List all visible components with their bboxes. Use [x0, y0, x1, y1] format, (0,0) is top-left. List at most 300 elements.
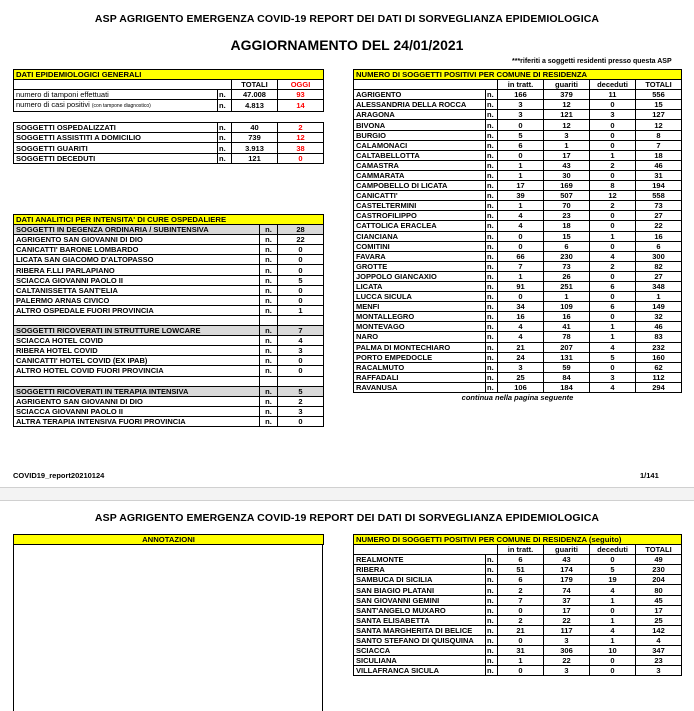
unit-n: n.: [486, 181, 498, 191]
in-treatment-value: 1: [498, 201, 544, 211]
unit-n: n.: [486, 100, 498, 110]
municipality-name: FAVARA: [354, 251, 486, 261]
deceased-value: 1: [590, 595, 636, 605]
deceased-value: 12: [590, 191, 636, 201]
in-treatment-value: 3: [498, 110, 544, 120]
total-value: 46: [636, 322, 682, 332]
recovered-value: 70: [544, 201, 590, 211]
total-value: 73: [636, 201, 682, 211]
section-title-label: SOGGETTI IN DEGENZA ORDINARIA / SUBINTENSIVA: [14, 225, 260, 235]
unit-n: n.: [260, 245, 278, 255]
total-value: 230: [636, 565, 682, 575]
municipality-name: NARO: [354, 332, 486, 342]
recovered-value: 251: [544, 281, 590, 291]
general-row: [14, 153, 324, 163]
facility-label: CANICATTI' BARONE LOMBARDO: [14, 245, 260, 255]
unit-n: n.: [260, 235, 278, 245]
unit-n: n.: [486, 585, 498, 595]
hospital-care-table: [13, 214, 324, 427]
total-value: 49: [636, 555, 682, 565]
recovered-value: 379: [544, 90, 590, 100]
municipality-name: MENFI: [354, 302, 486, 312]
general-oggi: 93: [278, 90, 324, 100]
section-title-label: SOGGETTI RICOVERATI IN TERAPIA INTENSIVA: [14, 386, 260, 396]
recovered-value: 22: [544, 615, 590, 625]
deceased-value: 10: [590, 646, 636, 656]
deceased-value: 5: [590, 352, 636, 362]
unit-n: n.: [260, 416, 278, 426]
comuni-row: [354, 241, 682, 251]
positives-by-municipality-table: [353, 69, 682, 403]
recovered-value: 184: [544, 382, 590, 392]
deceased-value: 0: [590, 292, 636, 302]
facility-value: 0: [278, 366, 324, 376]
municipality-name: MONTALLEGRO: [354, 312, 486, 322]
recovered-value: 43: [544, 160, 590, 170]
general-row-label-text: SOGGETTI OSPEDALIZZATI: [16, 123, 116, 133]
unit-n: n.: [486, 281, 498, 291]
general-row: [14, 123, 324, 133]
in-treatment-value: 24: [498, 352, 544, 362]
comuni-row: [354, 635, 682, 645]
comuni-row: [354, 595, 682, 605]
total-value: 142: [636, 625, 682, 635]
recovered-value: 117: [544, 625, 590, 635]
analytics-row: [14, 255, 324, 265]
facility-label: ALTRO HOTEL COVID FUORI PROVINCIA: [14, 366, 260, 376]
deceased-value: 4: [590, 251, 636, 261]
unit-n: n.: [486, 352, 498, 362]
section-title-value: 7: [278, 326, 324, 336]
unit-n: n.: [260, 305, 278, 315]
comuni-row: [354, 261, 682, 271]
analytics-row: [14, 416, 324, 426]
comuni-row: [354, 625, 682, 635]
facility-value: 2: [278, 396, 324, 406]
general-row-label: [14, 100, 218, 112]
in-treatment-value: 31: [498, 646, 544, 656]
total-value: 45: [636, 595, 682, 605]
in-treatment-value: 6: [498, 140, 544, 150]
unit-n: n.: [486, 191, 498, 201]
recovered-value: 6: [544, 241, 590, 251]
facility-value: 0: [278, 245, 324, 255]
recovered-value: 169: [544, 181, 590, 191]
comuni-row: [354, 646, 682, 656]
general-row-label: [14, 153, 218, 163]
comuni-row: [354, 322, 682, 332]
in-treatment-value: 4: [498, 332, 544, 342]
unit-n: n.: [486, 625, 498, 635]
municipality-name: AGRIGENTO: [354, 90, 486, 100]
in-treatment-value: 0: [498, 605, 544, 615]
recovered-value: 230: [544, 251, 590, 261]
total-value: 22: [636, 221, 682, 231]
facility-label: SCIACCA HOTEL COVID: [14, 336, 260, 346]
total-value: 347: [636, 646, 682, 656]
facility-label: ALTRO OSPEDALE FUORI PROVINCIA: [14, 305, 260, 315]
municipality-name: PORTO EMPEDOCLE: [354, 352, 486, 362]
facility-value: 0: [278, 356, 324, 366]
continued-row: [354, 393, 682, 403]
general-oggi: 0: [278, 153, 324, 163]
unit-n: n.: [260, 366, 278, 376]
unit-n: n.: [260, 396, 278, 406]
total-value: 27: [636, 271, 682, 281]
general-row-label-text: numero di tamponi effettuati: [16, 90, 109, 100]
analytics-header-row: [14, 215, 324, 225]
comuni-row: [354, 615, 682, 625]
deceased-value: 1: [590, 150, 636, 160]
general-totali: 121: [232, 153, 278, 163]
municipality-name: BURGIO: [354, 130, 486, 140]
total-value: 8: [636, 130, 682, 140]
general-totali: 47.008: [232, 90, 278, 100]
unit-n: n.: [218, 90, 232, 100]
recovered-value: 1: [544, 140, 590, 150]
unit-n: n.: [486, 595, 498, 605]
comuni-row: [354, 201, 682, 211]
in-treatment-value: 166: [498, 90, 544, 100]
unit-n: n.: [260, 255, 278, 265]
in-treatment-value: 6: [498, 575, 544, 585]
deceased-value: 0: [590, 656, 636, 666]
total-value: 149: [636, 302, 682, 312]
municipality-name: REALMONTE: [354, 555, 486, 565]
municipality-name: CALAMONACI: [354, 140, 486, 150]
in-treatment-value: 34: [498, 302, 544, 312]
analytics-row: [14, 275, 324, 285]
unit-n: n.: [486, 241, 498, 251]
unit-n: n.: [260, 386, 278, 396]
recovered-value: 3: [544, 635, 590, 645]
residents-note: ***riferiti a soggetti residenti presso questa ASP: [512, 58, 672, 65]
in-treatment-value: 21: [498, 625, 544, 635]
annotations-header: ANNOTAZIONI: [14, 535, 324, 545]
general-oggi: 38: [278, 143, 324, 153]
general-row-sublabel: (con tampone diagnostico): [91, 103, 151, 110]
comuni-row: [354, 372, 682, 382]
unit-n: n.: [486, 150, 498, 160]
general-header: DATI EPIDEMIOLOGICI GENERALI: [14, 70, 324, 80]
col-totali: TOTALI: [232, 80, 278, 90]
continued-note: continua nella pagina seguente: [461, 393, 574, 403]
facility-value: 22: [278, 235, 324, 245]
general-row-label: [14, 123, 218, 133]
deceased-value: 5: [590, 565, 636, 575]
analytics-row: [14, 265, 324, 275]
comuni-row: [354, 100, 682, 110]
in-treatment-value: 21: [498, 342, 544, 352]
unit-n: n.: [260, 406, 278, 416]
in-treatment-value: 0: [498, 666, 544, 676]
unit-n: n.: [486, 90, 498, 100]
recovered-value: 43: [544, 555, 590, 565]
unit-n: n.: [486, 261, 498, 271]
in-treatment-value: 2: [498, 615, 544, 625]
annotations-box: [13, 545, 323, 711]
facility-value: 5: [278, 275, 324, 285]
comuni-row: [354, 211, 682, 221]
recovered-value: 37: [544, 595, 590, 605]
unit-n: n.: [260, 346, 278, 356]
in-treatment-value: 0: [498, 635, 544, 645]
in-treatment-value: 4: [498, 221, 544, 231]
unit-n: n.: [486, 302, 498, 312]
recovered-value: 17: [544, 605, 590, 615]
in-treatment-value: 91: [498, 281, 544, 291]
unit-n: n.: [260, 275, 278, 285]
deceased-value: 0: [590, 362, 636, 372]
municipality-name: ALESSANDRIA DELLA ROCCA: [354, 100, 486, 110]
deceased-value: 1: [590, 322, 636, 332]
municipality-name: COMITINI: [354, 241, 486, 251]
comuni-row: [354, 585, 682, 595]
total-value: 194: [636, 181, 682, 191]
in-treatment-value: 0: [498, 292, 544, 302]
comuni-row: [354, 312, 682, 322]
recovered-value: 179: [544, 575, 590, 585]
comuni-row: [354, 90, 682, 100]
total-value: 18: [636, 150, 682, 160]
comuni-columns-row: [354, 80, 682, 90]
recovered-value: 16: [544, 312, 590, 322]
comuni-row: [354, 565, 682, 575]
total-value: 31: [636, 170, 682, 180]
deceased-value: 4: [590, 382, 636, 392]
report-filename: COVID19_report20210124: [13, 471, 105, 480]
deceased-value: 19: [590, 575, 636, 585]
analytics-row: [14, 285, 324, 295]
comuni-row: [354, 575, 682, 585]
comuni-col-header: in tratt.: [498, 545, 544, 555]
analytics-header: DATI ANALITICI PER INTENSITA' DI CURE OSPEDALIERE: [14, 215, 324, 225]
recovered-value: 3: [544, 666, 590, 676]
spacer-cell: [278, 376, 324, 386]
general-totali: 40: [232, 123, 278, 133]
unit-n: n.: [486, 322, 498, 332]
comuni-col-blank: [486, 545, 498, 555]
total-value: 7: [636, 140, 682, 150]
unit-n: n.: [486, 342, 498, 352]
recovered-value: 18: [544, 221, 590, 231]
in-treatment-value: 1: [498, 656, 544, 666]
deceased-value: 0: [590, 170, 636, 180]
recovered-value: 41: [544, 322, 590, 332]
total-value: 112: [636, 372, 682, 382]
recovered-value: 17: [544, 150, 590, 160]
page2-title: ASP AGRIGENTO EMERGENZA COVID-19 REPORT DEI DATI DI SORVEGLIANZA EPIDEMIOLOGICA: [94, 512, 600, 524]
comuni-col-header: TOTALI: [636, 545, 682, 555]
recovered-value: 131: [544, 352, 590, 362]
total-value: 16: [636, 231, 682, 241]
deceased-value: 1: [590, 332, 636, 342]
facility-label: AGRIGENTO SAN GIOVANNI DI DIO: [14, 396, 260, 406]
recovered-value: 59: [544, 362, 590, 372]
general-oggi: 12: [278, 133, 324, 143]
positives-by-municipality-table-continued: [353, 534, 682, 676]
municipality-name: JOPPOLO GIANCAXIO: [354, 271, 486, 281]
recovered-value: 73: [544, 261, 590, 271]
municipality-name: SANTA ELISABETTA: [354, 615, 486, 625]
general-row-label: [14, 143, 218, 153]
comuni-row: [354, 362, 682, 372]
deceased-value: 0: [590, 120, 636, 130]
total-value: 160: [636, 352, 682, 362]
analytics-row: [14, 305, 324, 315]
analytics-row: [14, 336, 324, 346]
recovered-value: 78: [544, 332, 590, 342]
general-totali: 3.913: [232, 143, 278, 153]
unit-n: n.: [486, 656, 498, 666]
total-value: 4: [636, 635, 682, 645]
total-value: 46: [636, 160, 682, 170]
recovered-value: 84: [544, 372, 590, 382]
municipality-name: SAN GIOVANNI GEMINI: [354, 595, 486, 605]
municipality-name: SANTA MARGHERITA DI BELICE: [354, 625, 486, 635]
recovered-value: 22: [544, 656, 590, 666]
analytics-section-title: [14, 326, 324, 336]
unit-n: n.: [486, 110, 498, 120]
general-row-label-text: SOGGETTI ASSISTITI A DOMICILIO: [16, 133, 142, 143]
recovered-value: 74: [544, 585, 590, 595]
analytics-row: [14, 346, 324, 356]
spacer-cell: [14, 112, 324, 123]
unit-n: n.: [486, 201, 498, 211]
total-value: 15: [636, 100, 682, 110]
facility-label: SCIACCA GIOVANNI PAOLO II: [14, 275, 260, 285]
comuni-row: [354, 140, 682, 150]
unit-n: n.: [486, 615, 498, 625]
deceased-value: 2: [590, 201, 636, 211]
total-value: 300: [636, 251, 682, 261]
page-title: ASP AGRIGENTO EMERGENZA COVID-19 REPORT DEI DATI DI SORVEGLIANZA EPIDEMIOLOGICA: [94, 13, 600, 25]
analytics-row: [14, 295, 324, 305]
total-value: 17: [636, 605, 682, 615]
recovered-value: 3: [544, 130, 590, 140]
spacer-row: [14, 315, 324, 325]
municipality-name: VILLAFRANCA SICULA: [354, 666, 486, 676]
municipality-name: PALMA DI MONTECHIARO: [354, 342, 486, 352]
unit-n: n.: [486, 332, 498, 342]
recovered-value: 1: [544, 292, 590, 302]
total-value: 204: [636, 575, 682, 585]
general-col-blank: [218, 80, 232, 90]
total-value: 3: [636, 666, 682, 676]
recovered-value: 12: [544, 100, 590, 110]
unit-n: n.: [486, 605, 498, 615]
in-treatment-value: 4: [498, 211, 544, 221]
unit-n: n.: [486, 372, 498, 382]
total-value: 82: [636, 261, 682, 271]
page-number: 1/141: [640, 471, 659, 480]
spacer-row: [14, 376, 324, 386]
deceased-value: 2: [590, 261, 636, 271]
facility-label: CANICATTI' HOTEL COVID (EX IPAB): [14, 356, 260, 366]
general-totali: 739: [232, 133, 278, 143]
general-header-row: [14, 70, 324, 80]
comuni-row: [354, 181, 682, 191]
section-title-value: 5: [278, 386, 324, 396]
unit-n: n.: [260, 265, 278, 275]
total-value: 348: [636, 281, 682, 291]
comuni-header-row: [354, 535, 682, 545]
comuni-row: [354, 281, 682, 291]
facility-value: 0: [278, 416, 324, 426]
analytics-row: [14, 396, 324, 406]
general-oggi: 2: [278, 123, 324, 133]
recovered-value: 174: [544, 565, 590, 575]
recovered-value: 109: [544, 302, 590, 312]
deceased-value: 0: [590, 271, 636, 281]
recovered-value: 306: [544, 646, 590, 656]
page-separator: [0, 487, 694, 501]
unit-n: n.: [486, 251, 498, 261]
total-value: 1: [636, 292, 682, 302]
facility-label: CALTANISSETTA SANT'ELIA: [14, 285, 260, 295]
deceased-value: 3: [590, 372, 636, 382]
recovered-value: 121: [544, 110, 590, 120]
unit-n: n.: [486, 382, 498, 392]
recovered-value: 23: [544, 211, 590, 221]
municipality-name: BIVONA: [354, 120, 486, 130]
in-treatment-value: 51: [498, 565, 544, 575]
unit-n: n.: [486, 362, 498, 372]
general-col-blank: [14, 80, 218, 90]
unit-n: n.: [486, 120, 498, 130]
comuni-row: [354, 191, 682, 201]
unit-n: n.: [486, 646, 498, 656]
facility-label: ALTRA TERAPIA INTENSIVA FUORI PROVINCIA: [14, 416, 260, 426]
deceased-value: 0: [590, 555, 636, 565]
comuni-col-header: in tratt.: [498, 80, 544, 90]
general-row-label: [14, 133, 218, 143]
facility-value: 3: [278, 346, 324, 356]
unit-n: n.: [486, 160, 498, 170]
facility-label: LICATA SAN GIACOMO D'ALTOPASSO: [14, 255, 260, 265]
in-treatment-value: 0: [498, 120, 544, 130]
in-treatment-value: 16: [498, 312, 544, 322]
unit-n: n.: [486, 666, 498, 676]
in-treatment-value: 25: [498, 372, 544, 382]
comuni-row: [354, 332, 682, 342]
total-value: 83: [636, 332, 682, 342]
comuni-row: [354, 120, 682, 130]
spacer-cell: [278, 315, 324, 325]
deceased-value: 1: [590, 231, 636, 241]
in-treatment-value: 66: [498, 251, 544, 261]
facility-value: 0: [278, 265, 324, 275]
in-treatment-value: 7: [498, 261, 544, 271]
deceased-value: 4: [590, 585, 636, 595]
deceased-value: 2: [590, 160, 636, 170]
municipality-name: CIANCIANA: [354, 231, 486, 241]
general-row: [14, 100, 324, 112]
municipality-name: SAN BIAGIO PLATANI: [354, 585, 486, 595]
spacer-cell: [14, 376, 260, 386]
municipality-name: CASTROFILIPPO: [354, 211, 486, 221]
analytics-section-title: [14, 225, 324, 235]
in-treatment-value: 6: [498, 555, 544, 565]
spacer-cell: [14, 315, 260, 325]
comuni-row: [354, 160, 682, 170]
recovered-value: 207: [544, 342, 590, 352]
unit-n: n.: [260, 356, 278, 366]
unit-n: n.: [260, 326, 278, 336]
comuni-row: [354, 382, 682, 392]
total-value: 232: [636, 342, 682, 352]
comuni-header-row: [354, 70, 682, 80]
